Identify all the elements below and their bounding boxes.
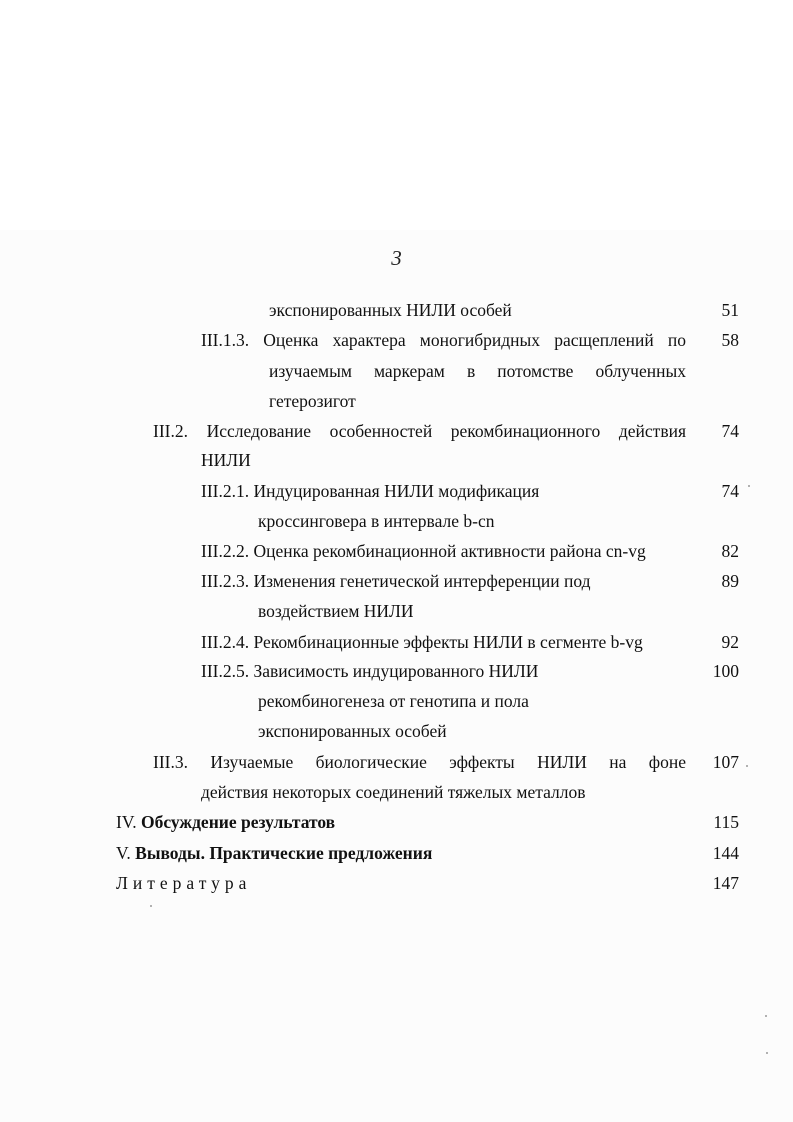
- toc-entry-iii-2-1-line-2: кроссинговера в интервале b-cn: [258, 511, 495, 531]
- toc-entry-iii-2-2: III.2.2. Оценка рекомбинационной активности района cn-vg: [201, 541, 646, 561]
- toc-entry-iii-3: III.3. Изучаемые биологические эффекты НИЛИ на фоне: [153, 752, 686, 772]
- toc-entry-iv: [116, 812, 335, 832]
- toc-entry-iii-2-3-line-2: воздействием НИЛИ: [258, 601, 414, 621]
- toc-entry-iii-1-3: III.1.3. Оценка характера моногибридных расщеплений по: [201, 330, 686, 350]
- toc-entry-iii-2-4: III.2.4. Рекомбинационные эффекты НИЛИ в сегменте b-vg: [201, 632, 643, 652]
- toc-entry-v: [116, 843, 432, 863]
- scan-speck: [150, 905, 152, 907]
- toc-page-number: 107: [712, 752, 739, 772]
- toc-entry-iii-2-5-line-3: экспонированных особей: [258, 721, 447, 741]
- toc-entry-iii-1-3-line-3: гетерозигот: [269, 391, 356, 411]
- toc-entry-iii-2-1: III.2.1. Индуцированная НИЛИ модификация: [201, 481, 540, 501]
- toc-page-number: 89: [721, 571, 739, 591]
- scan-speck: [748, 485, 750, 487]
- toc-page-number: 147: [712, 873, 739, 893]
- scan-speck: [766, 1052, 768, 1054]
- toc-page-number: 144: [712, 843, 739, 863]
- toc-page-number: 74: [721, 481, 739, 501]
- page-number: 3: [391, 246, 402, 270]
- toc-page-number: 115: [713, 812, 739, 832]
- toc-entry-iii-1-3-line-2: изучаемым маркерам в потомстве облученных: [269, 361, 686, 381]
- toc-entry-iii-2-5: III.2.5. Зависимость индуцированного НИЛИ: [201, 661, 539, 681]
- toc-page-number: 82: [721, 541, 739, 561]
- toc-entry-iii-2-line-2: НИЛИ: [201, 450, 251, 470]
- toc-page-number: 100: [712, 661, 739, 681]
- toc-entry-literature: Литература: [116, 873, 252, 893]
- toc-entry-v-title: Выводы. Практические предложения: [135, 843, 433, 863]
- toc-page-number: 92: [721, 632, 739, 652]
- toc-page-number: 58: [721, 330, 739, 350]
- toc-entry-iv-title: Обсуждение результатов: [140, 812, 336, 832]
- toc-entry-iii-2: III.2. Исследование особенностей рекомбинационного действия: [153, 421, 686, 441]
- toc-entry-continuation: экспонированных НИЛИ особей: [269, 300, 512, 320]
- toc-page-number: 74: [721, 421, 739, 441]
- scan-speck: [765, 1015, 767, 1017]
- toc-page-number: 51: [721, 300, 739, 320]
- toc-entry-iii-2-5-line-2: рекомбиногенеза от генотипа и пола: [258, 691, 529, 711]
- toc-entry-iii-3-line-2: действия некоторых соединений тяжелых металлов: [201, 782, 586, 802]
- toc-entry-iii-2-3: III.2.3. Изменения генетической интерференции под: [201, 571, 591, 591]
- toc-entry-iv-number: IV.: [116, 812, 137, 832]
- scan-speck: [746, 765, 748, 767]
- toc-entry-v-number: V.: [116, 843, 131, 863]
